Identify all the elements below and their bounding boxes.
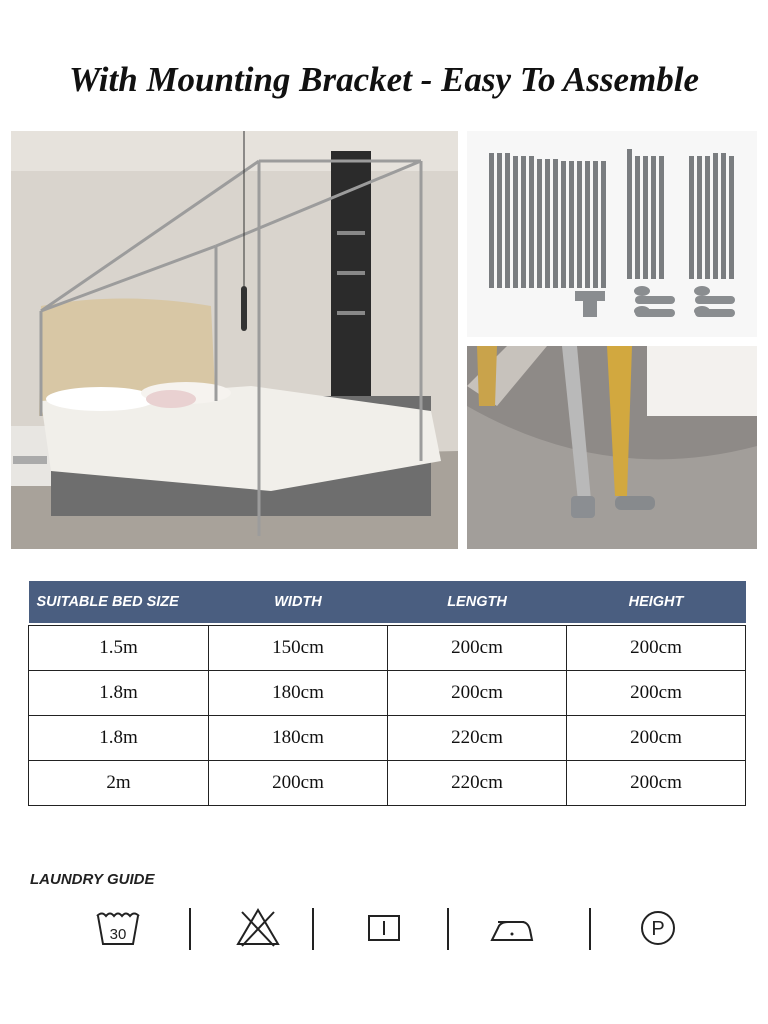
bedroom-canopy-photo — [11, 131, 458, 549]
table-cell: 180cm — [209, 671, 388, 716]
divider — [312, 908, 314, 950]
table-cell: 200cm — [388, 626, 567, 671]
table-cell: 200cm — [567, 761, 746, 806]
table-row — [29, 716, 746, 761]
table-cell: 200cm — [388, 671, 567, 716]
table-cell: 1.8m — [29, 671, 209, 716]
table-row — [29, 626, 746, 671]
table-cell: 1.8m — [29, 716, 209, 761]
laundry-guide-title: LAUNDRY GUIDE — [30, 871, 155, 888]
divider — [589, 908, 591, 950]
bed-size-table — [28, 581, 746, 806]
table-cell: 200cm — [567, 671, 746, 716]
table-row — [29, 671, 746, 716]
table-header-row — [29, 581, 746, 623]
table-cell: 220cm — [388, 716, 567, 761]
page-title: With Mounting Bracket - Easy To Assemble — [68, 60, 700, 99]
mounting-bracket-photo — [467, 346, 757, 549]
table-row — [29, 761, 746, 806]
wash-30-icon — [94, 906, 142, 950]
table-cell: 1.5m — [29, 626, 209, 671]
table-cell: 200cm — [567, 716, 746, 761]
header-length: LENGTH — [388, 581, 567, 623]
header-height: HEIGHT — [567, 581, 746, 623]
header-width: WIDTH — [209, 581, 388, 623]
table-cell: 200cm — [209, 761, 388, 806]
divider — [189, 908, 191, 950]
dry-clean-p-icon — [634, 906, 682, 950]
do-not-bleach-icon — [234, 906, 282, 950]
table-cell: 180cm — [209, 716, 388, 761]
table-cell: 200cm — [567, 626, 746, 671]
table-cell: 2m — [29, 761, 209, 806]
dry-clean-letter: P — [651, 918, 665, 940]
poles-kit-photo — [467, 131, 757, 337]
tumble-dry-icon — [360, 906, 408, 950]
divider — [447, 908, 449, 950]
wash-temp-text: 30 — [109, 926, 127, 943]
table-cell: 150cm — [209, 626, 388, 671]
header-bed-size: SUITABLE BED SIZE — [29, 581, 209, 623]
table-cell: 220cm — [388, 761, 567, 806]
iron-icon — [488, 906, 536, 950]
